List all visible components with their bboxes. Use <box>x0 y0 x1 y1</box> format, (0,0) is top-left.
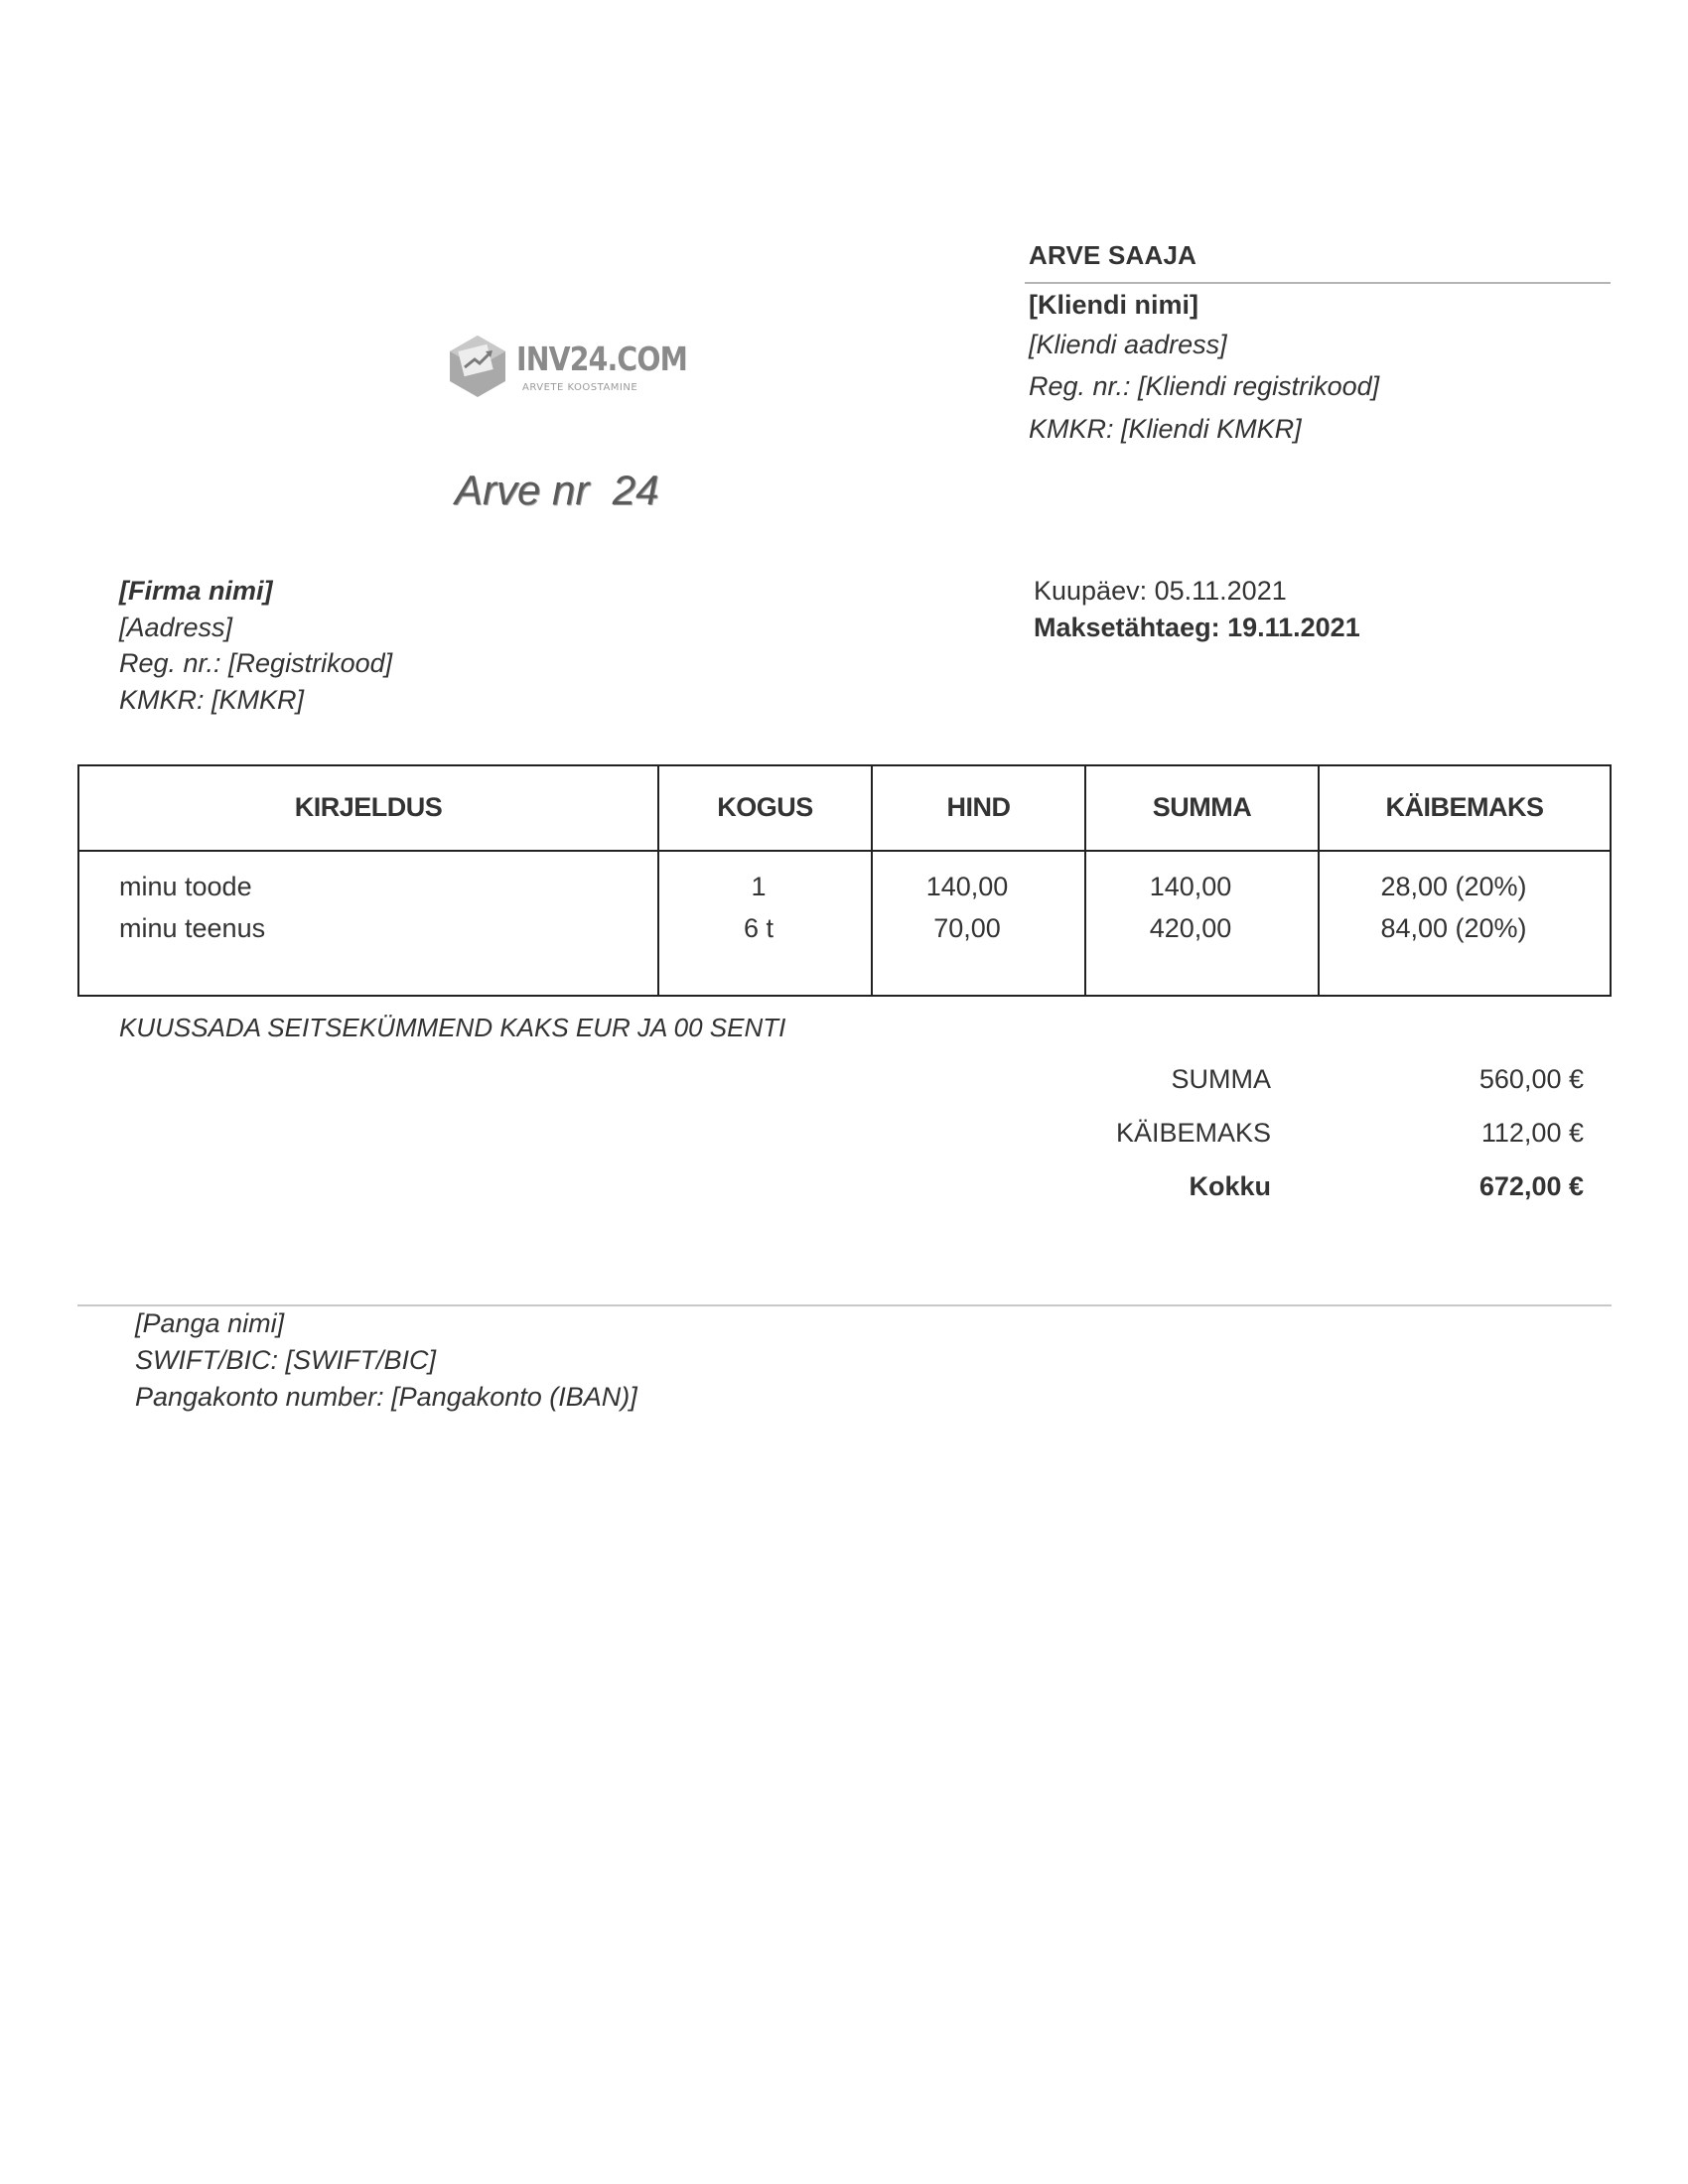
logo-badge-icon <box>445 334 510 399</box>
row2-price: 70,00 <box>933 913 1001 943</box>
recipient-address: [Kliendi aadress] <box>1029 330 1227 359</box>
seller-kmkr: KMKR: [KMKR] <box>119 685 305 715</box>
row1-description: minu toode <box>119 872 252 901</box>
grand-total-label: Kokku <box>1189 1171 1271 1201</box>
subtotal-label: SUMMA <box>1171 1064 1271 1094</box>
amount-in-words: KUUSSADA SEITSEKÜMMEND KAKS EUR JA 00 SENTI <box>119 1013 786 1042</box>
logo-tagline: ARVETE KOOSTAMINE <box>522 382 638 393</box>
bank-name: [Panga nimi] <box>135 1308 285 1338</box>
issue-date: Kuupäev: 05.11.2021 <box>1034 576 1287 606</box>
recipient-reg-number: Reg. nr.: [Kliendi registrikood] <box>1029 371 1380 401</box>
company-logo <box>445 330 688 401</box>
grand-total-value: 672,00 € <box>1478 1171 1584 1201</box>
bank-swift: SWIFT/BIC: [SWIFT/BIC] <box>135 1345 436 1375</box>
logo-name: INV24.COM <box>516 340 688 378</box>
header-description: KIRJELDUS <box>294 792 443 822</box>
row1-price: 140,00 <box>925 872 1009 901</box>
seller-name: [Firma nimi] <box>119 576 273 606</box>
row2-quantity: 6 t <box>743 913 774 943</box>
items-table <box>77 764 1612 997</box>
seller-reg-number: Reg. nr.: [Registrikood] <box>119 648 393 678</box>
recipient-kmkr: KMKR: [Kliendi KMKR] <box>1029 414 1302 444</box>
due-date: Maksetähtaeg: 19.11.2021 <box>1034 613 1360 642</box>
header-quantity: KOGUS <box>717 792 813 822</box>
row2-description: minu teenus <box>119 913 266 943</box>
header-price: HIND <box>946 792 1011 822</box>
row1-vat: 28,00 (20%) <box>1380 872 1527 901</box>
subtotal-value: 560,00 € <box>1478 1064 1584 1094</box>
row1-sum: 140,00 <box>1149 872 1232 901</box>
recipient-heading: ARVE SAAJA <box>1029 240 1197 270</box>
recipient-divider <box>1025 282 1611 284</box>
row1-quantity: 1 <box>751 872 767 901</box>
row2-sum: 420,00 <box>1149 913 1232 943</box>
bank-divider <box>77 1304 1612 1306</box>
header-sum: SUMMA <box>1152 792 1252 822</box>
vat-total-label: KÄIBEMAKS <box>1115 1118 1271 1148</box>
vat-total-value: 112,00 € <box>1480 1118 1584 1148</box>
recipient-name: [Kliendi nimi] <box>1029 290 1198 320</box>
header-vat: KÄIBEMAKS <box>1385 792 1544 822</box>
seller-address: [Aadress] <box>119 613 233 642</box>
invoice-title: Arve nr 24 <box>455 467 659 513</box>
bank-iban: Pangakonto number: [Pangakonto (IBAN)] <box>135 1382 637 1412</box>
row2-vat: 84,00 (20%) <box>1380 913 1527 943</box>
